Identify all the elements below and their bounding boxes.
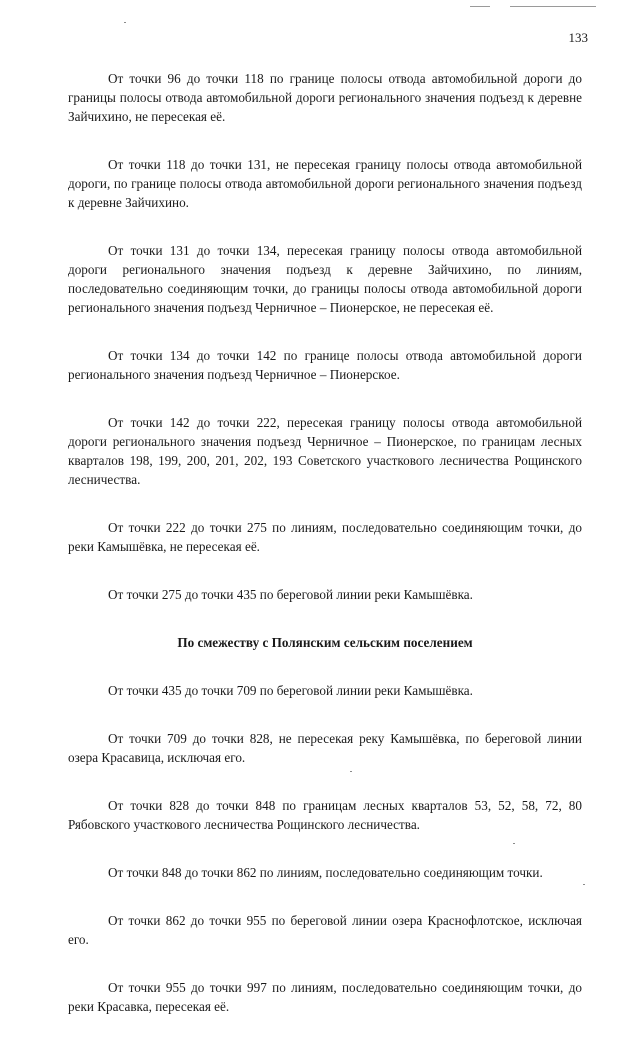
paragraph: От точки 955 до точки 997 по линиям, последовательно соединяющим точки, до реки Красавка, пересекая её. (68, 980, 582, 1014)
scan-artifact-line (510, 6, 596, 7)
scan-speck (350, 771, 352, 772)
paragraph: От точки 222 до точки 275 по линиям, последовательно соединяющим точки, до реки Камышёвка, не пересекая её. (68, 520, 582, 554)
section-heading: По смежеству с Полянским сельским поселением (177, 635, 473, 650)
page-number: 133 (568, 30, 588, 45)
paragraph: От точки 828 до точки 848 по границам лесных кварталов 53, 52, 58, 72, 80 Рябовского участкового лесничества Рощинского лесничества. (68, 798, 582, 832)
paragraph: От точки 118 до точки 131, не пересекая границу полосы отвода автомобильной дороги, по границе полосы отвода автомобильной дороги регионального значения подъезд к деревне Зайчихино. (68, 157, 582, 210)
scan-speck (583, 884, 585, 885)
scan-speck (513, 843, 515, 844)
paragraph: От точки 134 до точки 142 по границе полосы отвода автомобильной дороги регионального значения подъезд Черничное – Пионерское. (68, 348, 582, 382)
paragraph: От точки 142 до точки 222, пересекая границу полосы отвода автомобильной дороги регионального значения подъезд Черничное – Пионерское, по границам лесных кварталов 198, 199, 200, 201, 202, 193 Советского участкового лесничества Рощинского лесничества. (68, 415, 582, 487)
paragraph: От точки 435 до точки 709 по береговой линии реки Камышёвка. (108, 683, 473, 698)
paragraph: От точки 862 до точки 955 по береговой линии озера Краснофлотское, исключая его. (68, 913, 582, 947)
paragraph: От точки 96 до точки 118 по границе полосы отвода автомобильной дороги до границы полосы отвода автомобильной дороги регионального значения подъезд к деревне Зайчихино, не пересекая её. (68, 71, 582, 124)
paragraph: От точки 131 до точки 134, пересекая границу полосы отвода автомобильной дороги регионального значения подъезд к деревне Зайчихино, по линиям, последовательно соединяющим точки, до границы полосы отвода автомобильной дороги регионального значения подъезд Черничное – Пионерское, не пересекая её. (68, 243, 582, 315)
paragraph: От точки 848 до точки 862 по линиям, последовательно соединяющим точки. (108, 865, 543, 880)
scan-artifact-line (470, 6, 490, 7)
paragraph: От точки 709 до точки 828, не пересекая реку Камышёвка, по береговой линии озера Красавица, исключая его. (68, 731, 582, 765)
document-body (68, 69, 582, 1045)
paragraph: От точки 275 до точки 435 по береговой линии реки Камышёвка. (108, 587, 473, 602)
scan-speck (124, 22, 126, 23)
